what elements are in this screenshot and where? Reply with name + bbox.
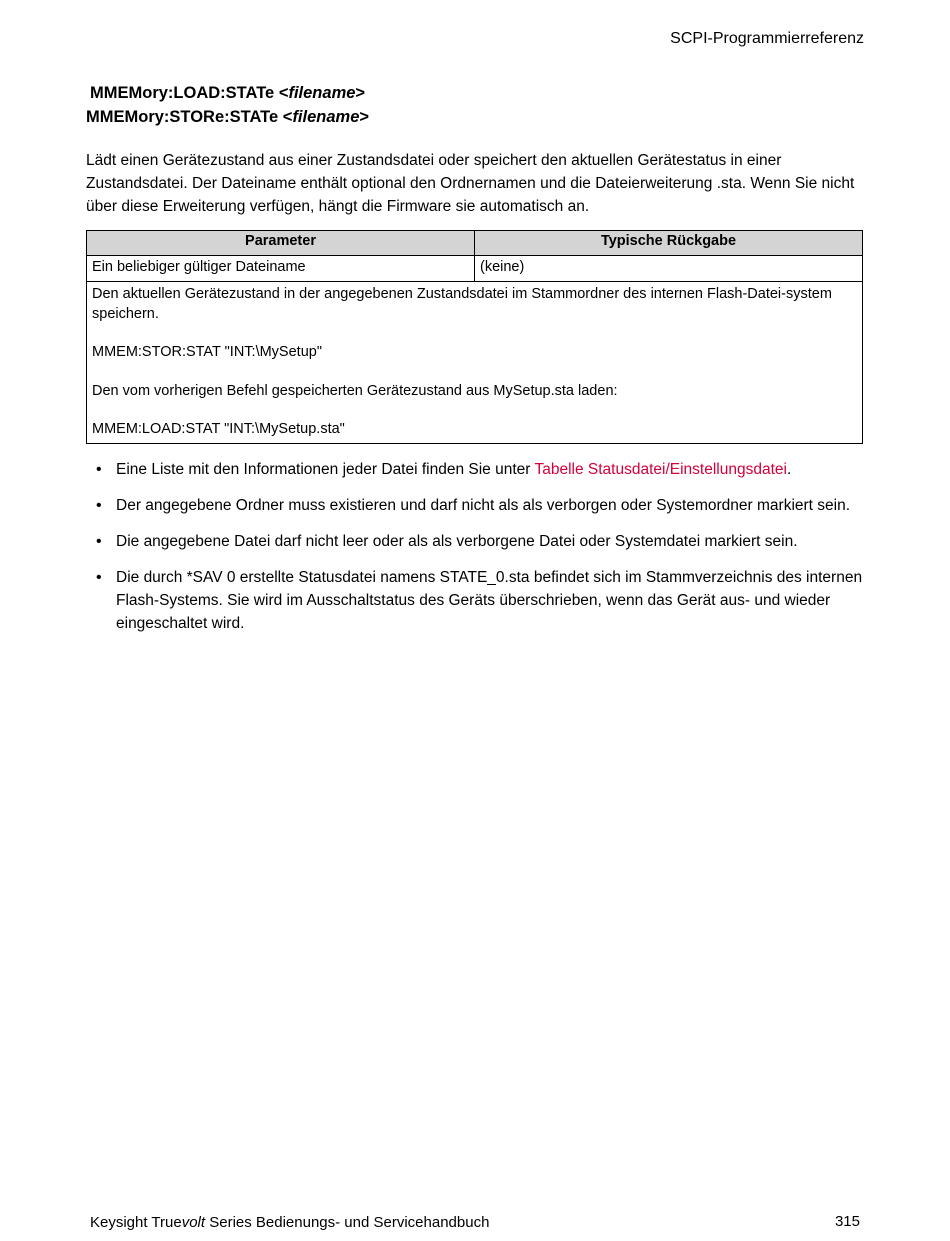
command-name: MMEMory:STORe:STATe — [86, 108, 279, 126]
table-example-cell — [87, 282, 863, 444]
footer-brand: Keysight True — [90, 1214, 182, 1231]
note-text: Eine Liste mit den Informationen jeder Datei finden Sie unter — [116, 461, 535, 478]
command-argument: filename — [288, 84, 356, 102]
list-item: • Der angegebene Ordner muss existieren und darf nicht als als verborgen oder Systemordner markiert sein. — [86, 494, 866, 517]
example-description-store: Den aktuellen Gerätezustand in der angegebenen Zustandsdatei im Stammordner des internen Flash-Datei-system speichern. — [92, 286, 832, 322]
notes-list — [86, 458, 866, 648]
command-heading-load — [90, 84, 365, 103]
gt-sign: > — [359, 108, 370, 126]
parameter-table — [86, 230, 863, 444]
table-example-row — [87, 282, 863, 444]
footer-title: Series Bedienungs- und Servicehandbuch — [205, 1214, 490, 1231]
table-row — [87, 256, 863, 282]
page-number: 315 — [834, 1213, 860, 1230]
intro-paragraph: Lädt einen Gerätezustand aus einer Zustandsdatei oder speichert den aktuellen Gerätestatus in einer Zustandsdatei. Der Dateiname enthält optional den Ordnernamen und die Dateierweiterung .sta. Wenn Sie nicht über diese Erweiterung verfügen, hängt die Firmware sie automatisch an. — [86, 152, 855, 215]
example-code-store: MMEM:STOR:STAT "INT:\MySetup" — [92, 344, 322, 360]
lt-sign: < — [282, 108, 293, 126]
example-description-load: Den vom vorherigen Befehl gespeicherten Gerätezustand aus MySetup.sta laden: — [92, 382, 618, 399]
lt-sign: < — [278, 84, 289, 102]
table-header-parameter: Parameter — [87, 231, 475, 256]
command-name: MMEMory:LOAD:STATe — [90, 84, 275, 102]
table-reference-link[interactable]: Tabelle Statusdatei/Einstellungsdatei — [534, 461, 787, 478]
table-cell-parameter: Ein beliebiger gültiger Dateiname — [87, 256, 475, 282]
table-header-row — [87, 231, 863, 256]
command-heading-store — [86, 108, 369, 127]
example-code-load: MMEM:LOAD:STAT "INT:\MySetup.sta" — [92, 421, 345, 437]
list-item: • Die durch *SAV 0 erstellte Statusdatei namens STATE_0.sta befindet sich im Stammverzeichnis des internen Flash-Systems. Sie wird im Ausschaltstatus des Geräts überschrieben, wenn das Gerät aus- und wieder eingeschaltet wird. — [86, 566, 866, 635]
footer-brand-italic: volt — [181, 1214, 206, 1231]
table-header-return: Typische Rückgabe — [475, 231, 863, 256]
list-item — [86, 458, 866, 481]
table-cell-return: (keine) — [475, 256, 863, 282]
note-text-end: . — [786, 461, 792, 478]
footer-manual-title — [90, 1214, 489, 1231]
command-argument: filename — [292, 108, 360, 126]
running-header: SCPI-Programmierreferenz — [670, 30, 864, 47]
gt-sign: > — [355, 84, 366, 102]
list-item: • Die angegebene Datei darf nicht leer oder als als verborgene Datei oder Systemdatei markiert sein. — [86, 530, 866, 553]
